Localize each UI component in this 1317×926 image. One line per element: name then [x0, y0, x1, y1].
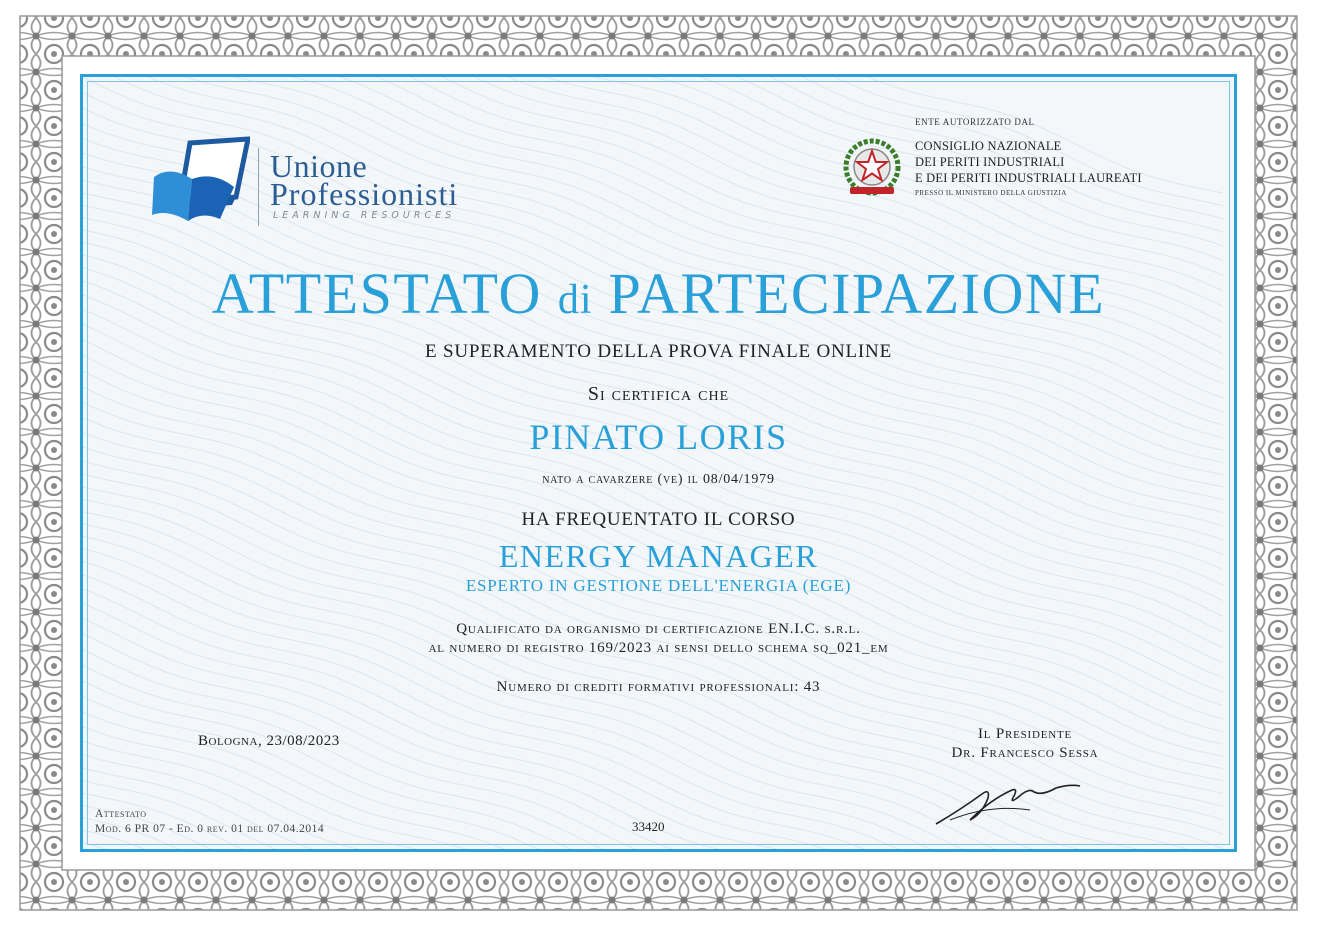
signatory-role: Il Presidente — [977, 726, 1073, 742]
place-date: Bologna, 23/08/2023 — [198, 733, 340, 749]
certificate-subtitle: E SUPERAMENTO DELLA PROVA FINALE ONLINE — [425, 341, 892, 362]
qualification-line2: al numero di registro 169/2023 ai sensi dello schema sq_021_em — [428, 640, 889, 656]
course-title: ENERGY MANAGER — [498, 538, 819, 574]
guilloche-line — [83, 843, 1223, 849]
logo-separator — [258, 148, 259, 226]
certificate-title — [80, 261, 1237, 326]
brand-name-line2: Professionisti — [270, 176, 459, 212]
title-part-attestato: ATTESTATO — [211, 261, 558, 326]
course-intro: HA FREQUENTATO IL CORSO — [521, 509, 796, 530]
certificate-number: 33420 — [632, 819, 665, 834]
document-type-label: Attestato — [95, 808, 147, 820]
handwritten-signature — [930, 770, 1100, 830]
qualification-line1: Qualificato da organismo di certificazione EN.I.C. s.r.l. — [456, 621, 861, 637]
document-model-code: Mod. 6 PR 07 - Ed. 0 rev. 01 del 07.04.2014 — [95, 823, 325, 835]
open-book-laptop-icon — [150, 135, 250, 225]
italian-republic-emblem-icon — [840, 137, 904, 201]
title-part-partecipazione: PARTECIPAZIONE — [592, 261, 1106, 326]
authority-name-line3: E DEI PERITI INDUSTRIALI LAUREATI — [915, 171, 1142, 185]
brand-name-line1: Unione — [270, 148, 368, 184]
signatory-name: Dr. Francesco Sessa — [951, 745, 1099, 761]
certifies-text: Si certifica che — [587, 383, 730, 405]
participant-name: PINATO LORIS — [529, 417, 788, 457]
brand-tagline: LEARNING RESOURCES — [273, 210, 456, 221]
authority-label: ENTE AUTORIZZATO DAL — [915, 117, 1035, 127]
title-part-di: di — [557, 277, 593, 323]
authority-ministry: PRESSO IL MINISTERO DELLA GIUSTIZIA — [915, 189, 1067, 197]
credits-text: Numero di crediti formativi professionali: 43 — [496, 679, 821, 695]
authority-name-line2: DEI PERITI INDUSTRIALI — [915, 155, 1065, 169]
authority-name-line1: CONSIGLIO NAZIONALE — [915, 139, 1062, 153]
birth-info: nato a cavarzere (ve) il 08/04/1979 — [542, 472, 775, 487]
course-subtitle: ESPERTO IN GESTIONE DELL'ENERGIA (EGE) — [465, 576, 852, 595]
